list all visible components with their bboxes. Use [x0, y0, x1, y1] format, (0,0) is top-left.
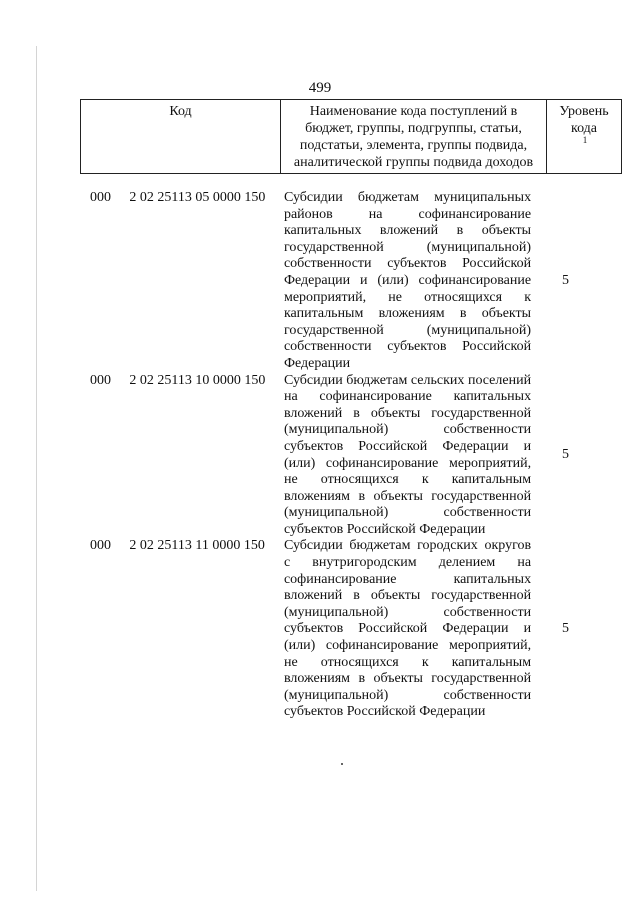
table-row [80, 190, 600, 373]
header-level-label: Уровень кода [559, 104, 609, 136]
header-name-cell [281, 100, 547, 174]
header-name-label: Наименование кода поступлений в бюджет, группы, подгруппы, статьи, подстатьи, элемента, группы подвида, аналитической группы подвида доходов [293, 104, 534, 170]
table-row [80, 538, 600, 721]
admin-code: 000 [90, 538, 111, 554]
header-level-cell [547, 100, 622, 174]
header-code-cell [81, 100, 281, 174]
table-body [80, 190, 600, 721]
code-level: 5 [562, 621, 570, 637]
revenue-name: Субсидии бюджетам городских округов с внутригородским делением на софинансирование капитальных вложений в объекты государственной (муниципальной) собственности субъектов Российской Федерации и (или) софинансирование мероприятий, не относящихся к капитальным вложениям в объекты государственной (муниципальной) собственности субъектов Российской Федерации [283, 538, 532, 720]
admin-code: 000 [90, 190, 111, 205]
header-level-footnote-mark: 1 [582, 135, 588, 146]
page-edge-line [36, 46, 37, 891]
scan-dot [341, 763, 343, 765]
page-number: 499 [308, 80, 332, 96]
budget-code: 2 02 25113 11 0000 150 [129, 538, 265, 554]
code-level: 5 [562, 272, 570, 288]
code-level: 5 [562, 447, 570, 463]
table-header [80, 99, 622, 174]
budget-code: 2 02 25113 10 0000 150 [129, 372, 266, 388]
revenue-name: Субсидии бюджетам муниципальных районов на софинансирование капитальных вложений в объекты государственной (муниципальной) собственности субъектов Российской Федерации и (или) софинансирование мероприятий, не относящихся к капитальным вложениям в объекты государственной (муниципальной) собственности субъектов Российской Федерации [283, 190, 532, 371]
table-row [80, 373, 600, 539]
budget-code: 2 02 25113 05 0000 150 [129, 190, 266, 205]
table-header-row [81, 100, 622, 174]
admin-code: 000 [90, 372, 111, 388]
header-code-label: Код [169, 104, 192, 119]
revenue-name: Субсидии бюджетам сельских поселений на софинансирование капитальных вложений в объекты государственной (муниципальной) собственности субъектов Российской Федерации и (или) софинансирование мероприятий, не относящихся к капитальным вложениям в объекты государственной (муниципальной) собственности субъектов Российской Федерации [283, 372, 532, 537]
